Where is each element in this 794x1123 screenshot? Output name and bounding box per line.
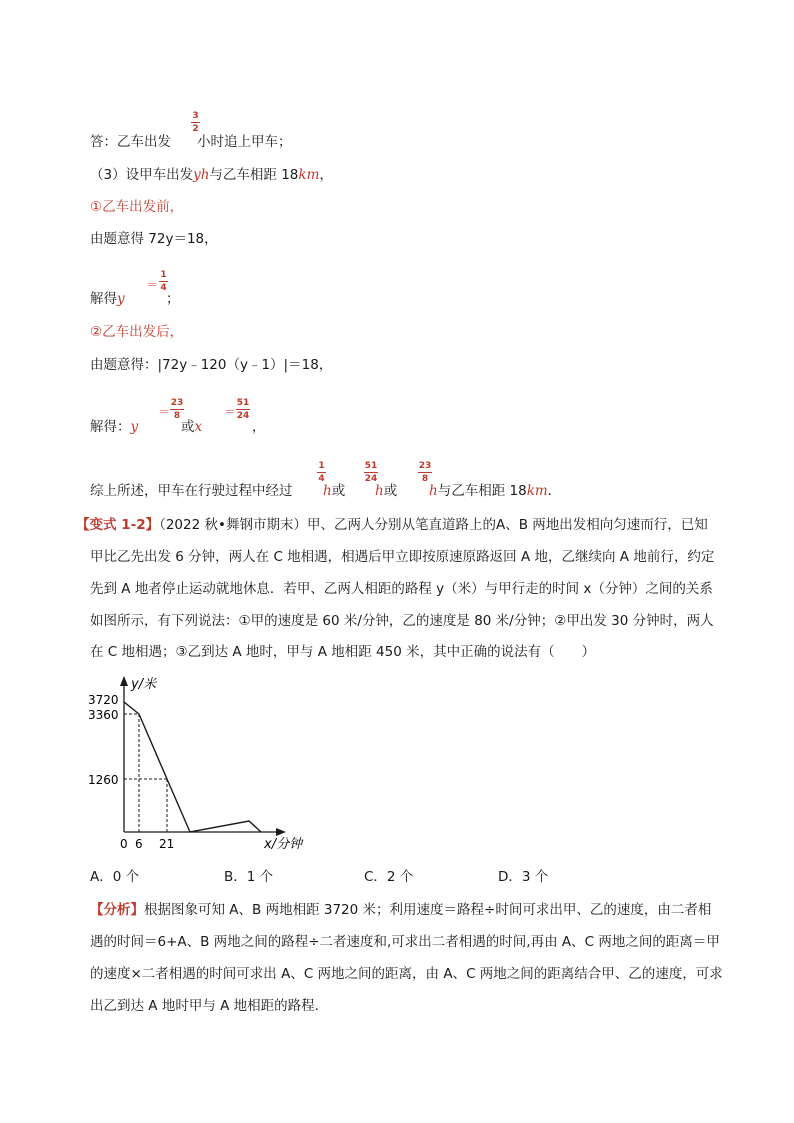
- x-tick-0: 0: [120, 837, 128, 851]
- x-axis-label: x/分钟: [264, 837, 303, 852]
- analysis-line-3: 的速度×二者相遇的时间可求出 A、C 两地之间的距离，由 A、C 两地之间的距离结合甲、乙的速度，可求: [90, 966, 723, 982]
- case1-equals: ＝: [146, 278, 159, 292]
- case2-title: ②乙车出发后，: [90, 324, 184, 340]
- x-tick-6: 6: [135, 837, 143, 851]
- y-tick-3720: 3720: [88, 693, 119, 707]
- x-tick-21: 21: [159, 837, 175, 851]
- answer-line-suffix: 小时追上甲车；: [197, 134, 292, 150]
- case2-equals-2: ＝: [224, 405, 237, 419]
- summary-fraction-23-8: 23 8: [418, 461, 432, 484]
- case2-equation: 由题意得：|72y﹣120（y﹣1）|＝18，: [90, 357, 333, 373]
- summary-fraction-1-4: 1 4: [318, 461, 325, 484]
- case2-solution-end: ，: [252, 419, 266, 435]
- problem-tag: 【变式 1-2】: [76, 517, 160, 533]
- y-tick-3360: 3360: [88, 708, 119, 722]
- case1-solution: 解得y: [90, 291, 125, 307]
- option-d[interactable]: D．3 个: [498, 869, 549, 885]
- fraction-51-24: 51 24: [236, 398, 250, 421]
- problem-line-2: 甲比乙先出发 6 分钟，两人在 C 地相遇，相遇后甲立即按原速原路返回 A 地，乙继续向 A 地前行，约定: [90, 549, 715, 565]
- summary-prefix: 综上所述，甲车在行驶过程中经过: [90, 483, 293, 499]
- fraction-23-8: 23 8: [170, 398, 184, 421]
- problem-line-4: 如图所示，有下列说法：①甲的速度是 60 米/分钟，乙的速度是 80 米/分钟；②甲出发 30 分钟时，两人: [90, 613, 714, 629]
- distance-curve: [124, 702, 261, 832]
- option-c[interactable]: C．2 个: [364, 869, 414, 885]
- y-tick-1260: 1260: [88, 773, 119, 787]
- fraction-three-halves: 3 2: [192, 111, 199, 134]
- case2-or: 或x: [181, 419, 203, 435]
- part3-setup: （3）设甲车出发yh与乙车相距 18km，: [90, 167, 333, 183]
- analysis-line-1: 【分析】根据图象可知 A、B 两地相距 3720 米；利用速度＝路程÷时间可求出甲、乙的速度，由二者相: [90, 902, 712, 918]
- summary-fraction-51-24: 51 24: [364, 461, 378, 484]
- fraction-one-quarter: 1 4: [160, 270, 167, 293]
- analysis-tag: 【分析】: [90, 902, 144, 918]
- y-axis-arrow: [120, 676, 128, 686]
- problem-line-3: 先到 A 地者停止运动就地休息．若甲、乙两人相距的路程 y（米）与甲行走的时间 x（分钟）之间的关系: [90, 581, 713, 597]
- problem-line-1: 【变式 1-2】（2022 秋•舞钢市期末）甲、乙两人分别从笔直道路上的A、B 两地出发相向匀速而行，已知: [76, 517, 708, 533]
- analysis-line-2: 遇的时间＝6+A、B 两地之间的路程÷二者速度和,可求出二者相遇的时间,再由 A、C 两地之间的距离＝甲: [90, 934, 720, 950]
- answer-line: 答：乙车出发: [90, 134, 171, 150]
- case2-equals-1: ＝: [158, 405, 171, 419]
- summary-end: h与乙车相距 18km．: [429, 483, 562, 499]
- case1-title: ①乙车出发前，: [90, 199, 184, 215]
- summary-h1: h或: [323, 483, 346, 499]
- summary-h2: h或: [375, 483, 398, 499]
- problem-line-5: 在 C 地相遇；③乙到达 A 地时，甲与 A 地相距 450 米，其中正确的说法有（ ）: [90, 644, 596, 660]
- option-a[interactable]: A．0 个: [90, 869, 140, 885]
- case1-solution-end: ；: [166, 291, 180, 307]
- case2-solution: 解得：y: [90, 419, 139, 435]
- x-axis-arrow: [276, 828, 286, 836]
- option-b[interactable]: B．1 个: [224, 869, 274, 885]
- case1-equation: 由题意得 72y＝18，: [90, 231, 218, 247]
- analysis-line-4: 出乙到达 A 地时甲与 A 地相距的路程．: [90, 998, 329, 1014]
- y-axis-label: y/米: [131, 677, 157, 692]
